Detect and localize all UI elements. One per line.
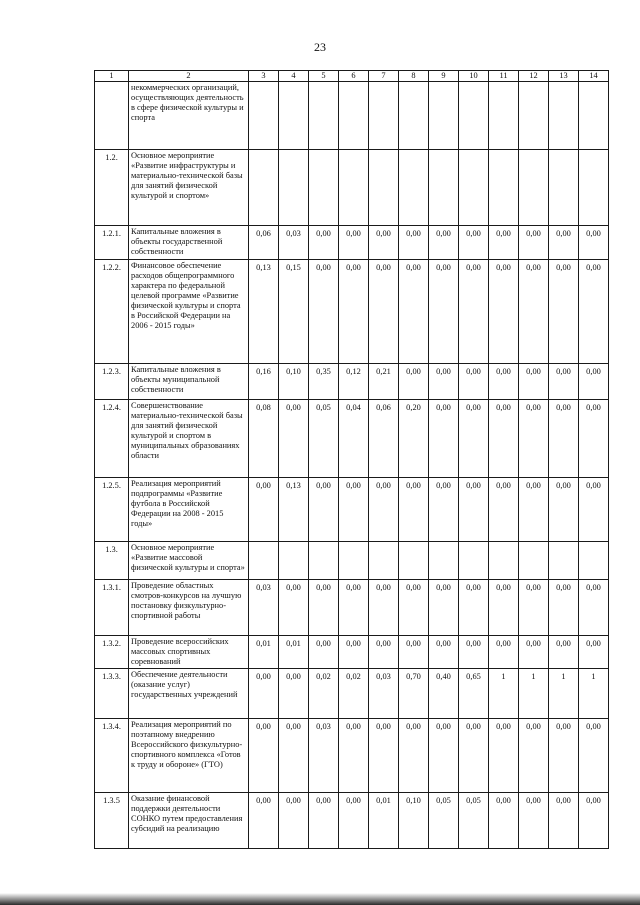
value-cell: 0,13 xyxy=(249,260,279,364)
value-cell: 1 xyxy=(489,669,519,719)
value-cell: 0,00 xyxy=(369,580,399,636)
value-cell: 0,00 xyxy=(489,719,519,793)
value-cell: 0,00 xyxy=(519,364,549,400)
table-row xyxy=(95,580,609,636)
value-cell: 0,16 xyxy=(249,364,279,400)
value-cell: 0,00 xyxy=(249,478,279,542)
header-cell: 5 xyxy=(309,71,339,82)
value-cell: 0,00 xyxy=(279,793,309,849)
header-cell: 8 xyxy=(399,71,429,82)
value-cell: 0,00 xyxy=(579,400,609,478)
value-cell: 0,00 xyxy=(339,260,369,364)
value-cell: 0,00 xyxy=(399,226,429,260)
row-name: Капитальные вложения в объекты государственной собственности xyxy=(129,226,249,260)
value-cell: 0,00 xyxy=(459,400,489,478)
row-number xyxy=(95,82,129,150)
table-row xyxy=(95,226,609,260)
row-number: 1.3.5 xyxy=(95,793,129,849)
value-cell: 0,00 xyxy=(519,260,549,364)
value-cell: 0,00 xyxy=(579,226,609,260)
row-number: 1.3.2. xyxy=(95,636,129,669)
row-name: Обеспечение деятельности (оказание услуг) государственных учреждений xyxy=(129,669,249,719)
value-cell: 0,03 xyxy=(309,719,339,793)
value-cell xyxy=(279,542,309,580)
value-cell: 0,00 xyxy=(399,719,429,793)
value-cell: 0,00 xyxy=(459,580,489,636)
value-cell: 0,70 xyxy=(399,669,429,719)
value-cell xyxy=(429,542,459,580)
header-cell: 13 xyxy=(549,71,579,82)
value-cell xyxy=(369,542,399,580)
value-cell: 0,00 xyxy=(459,636,489,669)
row-name: Основное мероприятие «Развитие массовой физической культуры и спорта» xyxy=(129,542,249,580)
value-cell: 0,00 xyxy=(399,260,429,364)
row-name: Оказание финансовой поддержки деятельности СОНКО путем предоставления субсидий на реализацию xyxy=(129,793,249,849)
value-cell xyxy=(279,150,309,226)
row-number: 1.2. xyxy=(95,150,129,226)
value-cell: 0,00 xyxy=(369,226,399,260)
row-number: 1.2.1. xyxy=(95,226,129,260)
value-cell: 0,00 xyxy=(579,580,609,636)
row-name: Проведение областных смотров-конкурсов на лучшую постановку физкультурно-спортивной работы xyxy=(129,580,249,636)
value-cell: 0,00 xyxy=(249,793,279,849)
value-cell xyxy=(579,150,609,226)
row-number: 1.3.4. xyxy=(95,719,129,793)
value-cell: 0,00 xyxy=(519,580,549,636)
value-cell: 0,00 xyxy=(339,226,369,260)
row-name: Финансовое обеспечение расходов общепрограммного характера по федеральной целевой программе «Развитие физической культуры и спорта в Российской Федерации на 2006 - 2015 годы» xyxy=(129,260,249,364)
value-cell xyxy=(399,542,429,580)
header-cell: 10 xyxy=(459,71,489,82)
table-row xyxy=(95,542,609,580)
value-cell: 0,00 xyxy=(339,719,369,793)
value-cell: 0,00 xyxy=(489,478,519,542)
value-cell: 0,00 xyxy=(489,260,519,364)
value-cell: 0,00 xyxy=(309,478,339,542)
row-name: Реализация мероприятий подпрограммы «Развитие футбола в Российской Федерации на 2008 - 2015 годы» xyxy=(129,478,249,542)
value-cell: 0,00 xyxy=(519,478,549,542)
value-cell: 0,00 xyxy=(519,636,549,669)
value-cell: 0,00 xyxy=(549,793,579,849)
row-number: 1.2.2. xyxy=(95,260,129,364)
value-cell: 0,00 xyxy=(429,580,459,636)
value-cell: 0,00 xyxy=(369,478,399,542)
value-cell: 0,00 xyxy=(519,719,549,793)
value-cell xyxy=(339,82,369,150)
value-cell: 0,40 xyxy=(429,669,459,719)
value-cell xyxy=(459,542,489,580)
value-cell xyxy=(309,542,339,580)
table-row xyxy=(95,364,609,400)
value-cell: 0,15 xyxy=(279,260,309,364)
value-cell: 0,00 xyxy=(549,636,579,669)
row-number: 1.2.4. xyxy=(95,400,129,478)
value-cell: 0,01 xyxy=(369,793,399,849)
value-cell xyxy=(519,82,549,150)
value-cell: 0,00 xyxy=(429,478,459,542)
value-cell: 0,00 xyxy=(579,793,609,849)
value-cell: 0,10 xyxy=(279,364,309,400)
value-cell xyxy=(369,150,399,226)
row-name: Капитальные вложения в объекты муниципальной собственности xyxy=(129,364,249,400)
header-cell: 6 xyxy=(339,71,369,82)
value-cell: 0,00 xyxy=(579,260,609,364)
value-cell: 0,00 xyxy=(579,364,609,400)
table-row xyxy=(95,478,609,542)
value-cell: 0,00 xyxy=(519,226,549,260)
value-cell: 0,00 xyxy=(549,580,579,636)
indicators-table xyxy=(94,70,609,849)
value-cell: 0,00 xyxy=(549,478,579,542)
header-cell: 7 xyxy=(369,71,399,82)
value-cell xyxy=(249,82,279,150)
value-cell: 0,00 xyxy=(399,636,429,669)
scan-bottom-edge xyxy=(0,893,640,905)
header-cell: 9 xyxy=(429,71,459,82)
value-cell: 0,00 xyxy=(249,719,279,793)
value-cell: 0,00 xyxy=(429,364,459,400)
header-cell: 14 xyxy=(579,71,609,82)
value-cell: 0,00 xyxy=(339,636,369,669)
value-cell: 0,02 xyxy=(339,669,369,719)
value-cell: 0,00 xyxy=(459,226,489,260)
table-row xyxy=(95,636,609,669)
value-cell xyxy=(579,542,609,580)
value-cell: 0,05 xyxy=(459,793,489,849)
value-cell: 0,02 xyxy=(309,669,339,719)
value-cell: 0,00 xyxy=(579,636,609,669)
value-cell xyxy=(489,82,519,150)
value-cell: 0,00 xyxy=(549,400,579,478)
row-name: некоммерческих организаций, осуществляющих деятельность в сфере физической культуры и спорта xyxy=(129,82,249,150)
value-cell: 0,00 xyxy=(279,400,309,478)
value-cell xyxy=(249,150,279,226)
value-cell: 0,00 xyxy=(309,260,339,364)
row-name: Реализация мероприятий по поэтапному внедрению Всероссийского физкультурно-спортивного комплекса «Готов к труду и обороне» (ГТО) xyxy=(129,719,249,793)
row-number: 1.2.3. xyxy=(95,364,129,400)
header-cell: 2 xyxy=(129,71,249,82)
value-cell: 0,00 xyxy=(579,478,609,542)
value-cell: 0,00 xyxy=(549,364,579,400)
value-cell xyxy=(399,150,429,226)
header-cell: 11 xyxy=(489,71,519,82)
value-cell: 1 xyxy=(579,669,609,719)
table-row xyxy=(95,260,609,364)
value-cell: 0,01 xyxy=(249,636,279,669)
value-cell: 0,06 xyxy=(369,400,399,478)
value-cell: 0,04 xyxy=(339,400,369,478)
table-row xyxy=(95,400,609,478)
value-cell xyxy=(579,82,609,150)
value-cell: 0,00 xyxy=(429,636,459,669)
value-cell: 0,00 xyxy=(309,793,339,849)
value-cell: 0,00 xyxy=(309,636,339,669)
value-cell: 0,00 xyxy=(399,478,429,542)
row-number: 1.2.5. xyxy=(95,478,129,542)
value-cell: 0,00 xyxy=(489,636,519,669)
value-cell: 0,00 xyxy=(489,793,519,849)
value-cell: 0,00 xyxy=(279,669,309,719)
value-cell: 0,00 xyxy=(339,478,369,542)
value-cell: 0,00 xyxy=(519,793,549,849)
value-cell: 0,00 xyxy=(429,260,459,364)
value-cell: 0,13 xyxy=(279,478,309,542)
value-cell: 0,00 xyxy=(429,400,459,478)
value-cell xyxy=(309,150,339,226)
value-cell xyxy=(399,82,429,150)
value-cell xyxy=(549,542,579,580)
value-cell: 0,00 xyxy=(309,580,339,636)
value-cell: 0,08 xyxy=(249,400,279,478)
value-cell xyxy=(549,150,579,226)
row-number: 1.3.1. xyxy=(95,580,129,636)
value-cell xyxy=(519,542,549,580)
value-cell: 0,00 xyxy=(519,400,549,478)
value-cell xyxy=(459,150,489,226)
value-cell: 1 xyxy=(519,669,549,719)
value-cell: 0,00 xyxy=(459,260,489,364)
value-cell: 0,20 xyxy=(399,400,429,478)
value-cell: 0,00 xyxy=(369,719,399,793)
value-cell xyxy=(339,542,369,580)
value-cell: 0,12 xyxy=(339,364,369,400)
value-cell: 0,21 xyxy=(369,364,399,400)
header-cell: 3 xyxy=(249,71,279,82)
value-cell: 0,00 xyxy=(279,580,309,636)
value-cell: 0,00 xyxy=(489,400,519,478)
value-cell xyxy=(519,150,549,226)
value-cell xyxy=(249,542,279,580)
value-cell xyxy=(489,542,519,580)
value-cell: 0,00 xyxy=(249,669,279,719)
table-row xyxy=(95,82,609,150)
value-cell: 0,00 xyxy=(489,226,519,260)
value-cell xyxy=(549,82,579,150)
value-cell: 0,00 xyxy=(549,260,579,364)
value-cell: 0,00 xyxy=(279,719,309,793)
value-cell: 0,00 xyxy=(339,793,369,849)
value-cell: 0,00 xyxy=(549,719,579,793)
value-cell xyxy=(339,150,369,226)
value-cell xyxy=(279,82,309,150)
value-cell xyxy=(489,150,519,226)
value-cell xyxy=(429,150,459,226)
table-row xyxy=(95,719,609,793)
value-cell: 0,00 xyxy=(399,364,429,400)
value-cell: 0,00 xyxy=(489,580,519,636)
value-cell: 0,03 xyxy=(279,226,309,260)
row-name: Проведение всероссийских массовых спортивных соревнований xyxy=(129,636,249,669)
value-cell: 0,00 xyxy=(429,226,459,260)
value-cell: 0,05 xyxy=(429,793,459,849)
value-cell: 0,00 xyxy=(429,719,459,793)
value-cell: 0,00 xyxy=(339,580,369,636)
value-cell: 0,00 xyxy=(459,478,489,542)
value-cell: 0,00 xyxy=(489,364,519,400)
value-cell: 0,65 xyxy=(459,669,489,719)
value-cell: 0,03 xyxy=(369,669,399,719)
header-cell: 4 xyxy=(279,71,309,82)
value-cell: 0,00 xyxy=(369,260,399,364)
row-name: Основное мероприятие «Развитие инфраструктуры и материально-технической базы для занятий физической культурой и спортом» xyxy=(129,150,249,226)
value-cell xyxy=(309,82,339,150)
table-row xyxy=(95,150,609,226)
header-cell: 12 xyxy=(519,71,549,82)
value-cell: 0,00 xyxy=(369,636,399,669)
row-name: Совершенствование материально-технической базы для занятий физической культурой и спортом в муниципальных образованиях области xyxy=(129,400,249,478)
header-row xyxy=(95,71,609,82)
value-cell xyxy=(459,82,489,150)
header-cell: 1 xyxy=(95,71,129,82)
value-cell: 0,03 xyxy=(249,580,279,636)
value-cell xyxy=(369,82,399,150)
value-cell: 0,00 xyxy=(399,580,429,636)
table-row xyxy=(95,793,609,849)
table-row xyxy=(95,669,609,719)
page-number: 23 xyxy=(314,40,326,54)
value-cell: 0,00 xyxy=(459,719,489,793)
value-cell: 0,01 xyxy=(279,636,309,669)
value-cell xyxy=(429,82,459,150)
value-cell: 0,05 xyxy=(309,400,339,478)
value-cell: 0,10 xyxy=(399,793,429,849)
value-cell: 0,00 xyxy=(549,226,579,260)
row-number: 1.3.3. xyxy=(95,669,129,719)
value-cell: 0,35 xyxy=(309,364,339,400)
value-cell: 0,00 xyxy=(459,364,489,400)
value-cell: 1 xyxy=(549,669,579,719)
value-cell: 0,06 xyxy=(249,226,279,260)
value-cell: 0,00 xyxy=(309,226,339,260)
row-number: 1.3. xyxy=(95,542,129,580)
value-cell: 0,00 xyxy=(579,719,609,793)
